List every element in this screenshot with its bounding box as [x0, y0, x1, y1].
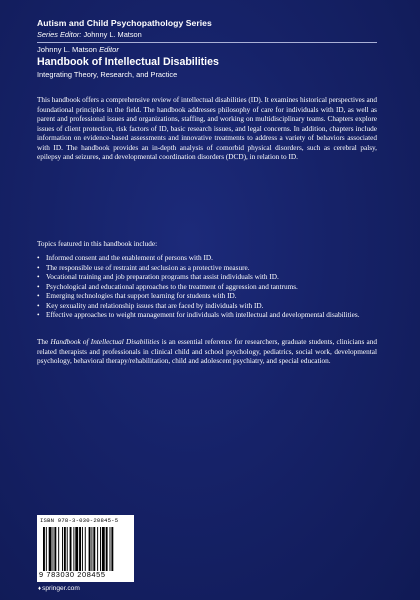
book-subtitle: Integrating Theory, Research, and Practice: [37, 70, 178, 79]
barcode-icon: [43, 527, 129, 571]
publisher-website: [38, 585, 80, 592]
topic-item: • Vocational training and job preparation programs that assist individuals with ID.: [37, 273, 365, 283]
closing-book-title: Handbook of Intellectual Disabilities: [50, 338, 160, 346]
barcode-digits: 9 783030 208455: [39, 570, 106, 579]
header-divider: [37, 42, 377, 43]
series-header: [37, 18, 212, 39]
series-editor: [37, 30, 212, 39]
closing-rest: is an essential reference for researchers, graduate students, clinicians and related therapists and professionals in clinical child and school psychology, pediatrics, social work, developmental psychology, behavioral therapy/rehabilitation, child and adolescent psychiatry, and special education.: [37, 338, 377, 366]
topic-item: • Effective approaches to weight management for individuals with intellectual and developmental disabilities.: [37, 311, 365, 321]
closing-prefix: The: [37, 338, 51, 346]
topic-item: • Psychological and educational approaches to the treatment of aggression and tantrums.: [37, 283, 365, 293]
book-editor-name: Johnny L. Matson: [37, 45, 97, 54]
topic-item: • The responsible use of restraint and seclusion as a protective measure.: [37, 264, 365, 274]
series-editor-name: Johnny L. Matson: [83, 30, 142, 39]
series-title: Autism and Child Psychopathology Series: [37, 18, 212, 28]
description: [37, 96, 377, 163]
book-title: Handbook of Intellectual Disabilities: [37, 56, 219, 68]
publisher-website-text: springer.com: [42, 585, 80, 592]
closing-paragraph: [37, 338, 377, 367]
series-editor-role: Series Editor:: [37, 30, 82, 39]
topics-list: [37, 254, 365, 321]
topic-item: • Key sexuality and relationship issues that are faced by individuals with ID.: [37, 302, 365, 312]
book-header: [37, 45, 219, 79]
description-paragraph: This handbook offers a comprehensive review of intellectual disabilities (ID). It examines historical perspectives and foundational principles in the field. The handbook addresses philosophy of care for individuals with ID, as well as parent and professional issues and organizations, staffing, and working on multidisciplinary teams. Chapters explore issues of client protection, risk factors of ID, basic research issues, and legal concerns. In addition, chapters include information on evidence-based assessments and innovative treatments to address a variety of behaviors associated with ID. The handbook provides an in-depth analysis of comorbid physical disorders, such as cerebral palsy, epilepsy and seizures, and developmental coordination disorders (DCD), in relation to ID.: [37, 96, 377, 162]
barcode-box: [37, 515, 134, 582]
topic-item: • Informed consent and the enablement of persons with ID.: [37, 254, 365, 264]
isbn-label: ISBN 978-3-030-20845-5: [40, 517, 119, 524]
springer-horse-icon: ♦: [38, 586, 42, 592]
book-editor: [37, 45, 219, 54]
book-editor-role: Editor: [99, 45, 119, 54]
topics-intro: Topics featured in this handbook include:: [37, 240, 158, 248]
topic-item: • Emerging technologies that support learning for students with ID.: [37, 292, 365, 302]
